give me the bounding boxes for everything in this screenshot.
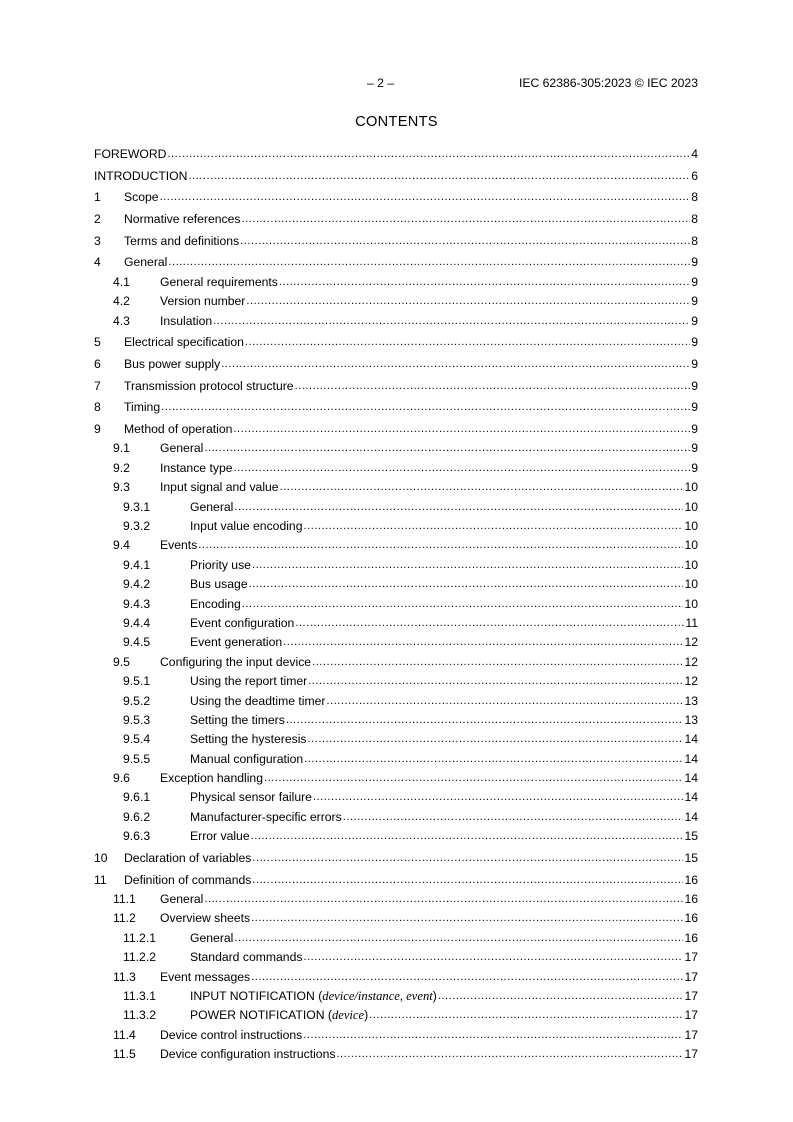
page-title: CONTENTS <box>355 114 438 130</box>
toc-entry[interactable] <box>94 168 698 184</box>
dot-leader <box>234 500 683 512</box>
toc-entry-page: 17 <box>684 1008 698 1023</box>
toc-entry[interactable] <box>94 518 698 534</box>
toc-entry[interactable] <box>94 440 698 456</box>
toc-entry-title: Standard commands <box>190 950 303 965</box>
toc-entry-number: 8 <box>94 400 101 415</box>
toc-entry-page: 14 <box>684 771 698 786</box>
toc-entry-number: 9.6.3 <box>123 829 151 844</box>
toc-entry-page: 11 <box>685 615 698 630</box>
dot-leader <box>369 1008 683 1020</box>
toc-entry-page: 16 <box>684 892 698 907</box>
toc-entry[interactable] <box>94 1046 698 1062</box>
toc-entry-page: 9 <box>691 441 698 456</box>
toc-entry-page: 14 <box>684 751 698 766</box>
toc-entry-number: 9.4.5 <box>123 635 151 650</box>
toc-entry[interactable] <box>94 850 698 866</box>
toc-entry-title: Event messages <box>160 969 251 984</box>
toc-entry-number: 9.3 <box>113 480 130 495</box>
toc-entry[interactable] <box>94 828 698 844</box>
toc-entry-page: 12 <box>684 674 698 689</box>
toc-entry[interactable] <box>94 872 698 888</box>
toc-entry[interactable] <box>94 673 698 689</box>
toc-entry-number: 9.4.1 <box>123 557 151 572</box>
toc-entry-page: 8 <box>691 233 698 248</box>
toc-entry-title: General <box>124 255 168 270</box>
toc-entry-title: General <box>190 930 234 945</box>
toc-entry-page: 8 <box>691 190 698 205</box>
toc-entry[interactable] <box>94 634 698 650</box>
toc-entry[interactable] <box>94 233 698 249</box>
toc-entry-title: General <box>160 441 204 456</box>
toc-entry-number: 6 <box>94 356 101 371</box>
toc-entry-title: Bus usage <box>190 577 248 592</box>
toc-entry-number: 9.5.2 <box>123 693 151 708</box>
dot-leader <box>251 970 683 982</box>
toc-entry-page: 9 <box>691 400 698 415</box>
toc-entry-page: 17 <box>684 1047 698 1062</box>
toc-entry-number: 9.6.1 <box>123 790 151 805</box>
toc-entry-number: 11.5 <box>113 1047 136 1062</box>
toc-entry[interactable] <box>94 499 698 515</box>
toc-entry-title: Using the report timer <box>190 674 308 689</box>
dot-leader <box>242 597 684 609</box>
dot-leader <box>304 519 684 531</box>
toc-entry-number: 9.5.1 <box>123 674 151 689</box>
toc-entry-number: 9 <box>94 422 101 437</box>
toc-entry[interactable] <box>94 293 698 309</box>
toc-entry[interactable] <box>94 557 698 573</box>
toc-entry-number: 9.5.4 <box>123 732 151 747</box>
toc-entry-page: 9 <box>691 313 698 328</box>
toc-entry-title: Normative references <box>124 212 241 227</box>
toc-entry-title: Input value encoding <box>190 519 303 533</box>
dot-leader <box>279 275 690 287</box>
toc-entry-page: 9 <box>691 294 698 309</box>
toc-entry-number: 11.3.1 <box>123 988 156 1003</box>
dot-leader <box>286 713 684 725</box>
toc-entry-number: 9.5.5 <box>123 751 151 766</box>
toc-entry[interactable] <box>94 378 698 394</box>
toc-entry-title: Version number <box>160 294 246 309</box>
toc-entry[interactable] <box>94 712 698 728</box>
toc-entry-number: 9.4.3 <box>123 596 151 611</box>
toc-entry-page: 14 <box>684 732 698 747</box>
toc-entry-title: General <box>160 892 204 907</box>
toc-entry-page: 12 <box>684 654 698 669</box>
toc-entry-number: 9.2 <box>113 460 130 475</box>
toc-entry-number: 9.6 <box>113 771 130 786</box>
toc-entry-title: Scope <box>124 190 159 205</box>
toc-entry[interactable] <box>94 211 698 227</box>
toc-entry-page: 17 <box>684 988 698 1003</box>
toc-entry-title: Overview sheets <box>160 911 251 926</box>
dot-leader <box>280 480 684 492</box>
toc-entry-title: Event configuration <box>190 615 295 630</box>
toc-entry-title: INPUT NOTIFICATION (device/instance, event) <box>190 988 437 1003</box>
toc-entry[interactable] <box>94 479 698 495</box>
toc-entry-title: Instance type <box>160 460 233 475</box>
page-header <box>0 76 793 92</box>
dot-leader <box>308 674 683 686</box>
toc-entry[interactable] <box>94 189 698 205</box>
toc-entry-number: 4.2 <box>113 294 130 309</box>
page-number: – 2 – <box>367 76 395 90</box>
toc-entry-page: 14 <box>684 790 698 805</box>
toc-entry[interactable] <box>94 693 698 709</box>
toc-entry-number: 9.3.1 <box>123 499 151 514</box>
dot-leader <box>343 810 684 822</box>
toc-entry[interactable] <box>94 334 698 350</box>
toc-entry-page: 12 <box>684 635 698 650</box>
toc-entry-title: Manual configuration <box>190 751 304 766</box>
toc-entry-title: Error value <box>190 829 250 844</box>
toc-entry-page: 8 <box>691 212 698 227</box>
toc-entry-number: 11.3.2 <box>123 1008 156 1023</box>
toc-entry-page: 9 <box>691 255 698 270</box>
dot-leader <box>221 357 690 369</box>
toc-entry-title: POWER NOTIFICATION (device) <box>190 1008 369 1023</box>
toc-entry[interactable] <box>94 576 698 592</box>
toc-entry-parameters: device <box>331 1008 365 1023</box>
dot-leader <box>308 732 684 744</box>
toc-entry-page: 16 <box>684 911 698 926</box>
toc-entry-number: 2 <box>94 212 101 227</box>
dot-leader <box>233 422 690 434</box>
toc-entry[interactable] <box>94 254 698 270</box>
dot-leader <box>304 752 683 764</box>
toc-entry[interactable] <box>94 596 698 612</box>
toc-entry-page: 10 <box>684 519 698 533</box>
dot-leader <box>167 147 690 159</box>
dot-leader <box>283 635 683 647</box>
dot-leader <box>252 851 683 863</box>
dot-leader <box>251 829 684 841</box>
dot-leader <box>245 335 690 347</box>
dot-leader <box>303 950 683 962</box>
dot-leader <box>326 694 683 706</box>
toc-entry-title: Timing <box>124 400 161 415</box>
document-id: IEC 62386-305:2023 © IEC 2023 <box>518 76 698 90</box>
toc-entry-title: Definition of commands <box>124 872 252 887</box>
dot-leader <box>438 989 684 1001</box>
toc-entry-page: 4 <box>691 147 698 161</box>
dot-leader <box>303 1028 683 1040</box>
toc-entry[interactable] <box>94 770 698 786</box>
toc-entry-number: 11.1 <box>113 892 136 907</box>
toc-entry-number: 11.4 <box>113 1027 136 1042</box>
toc-entry-number: 1 <box>94 190 101 205</box>
toc-entry[interactable] <box>94 146 698 162</box>
toc-entry-title: Device control instructions <box>160 1027 303 1042</box>
toc-entry[interactable] <box>94 969 698 985</box>
toc-entry-title: Encoding <box>190 596 241 611</box>
toc-entry-page: 17 <box>684 1027 698 1042</box>
toc-entry[interactable] <box>94 313 698 329</box>
toc-entry-page: 9 <box>691 274 698 289</box>
toc-entry[interactable] <box>94 949 698 965</box>
toc-entry-page: 16 <box>684 930 698 945</box>
toc-entry-number: 4.1 <box>113 274 130 289</box>
toc-entry[interactable] <box>94 274 698 290</box>
dot-leader <box>160 190 691 202</box>
toc-entry-page: 10 <box>684 499 698 514</box>
toc-entry-page: 13 <box>684 693 698 708</box>
toc-entry-title: Physical sensor failure <box>190 790 312 805</box>
dot-leader <box>242 212 691 224</box>
toc-entry-number: 9.4.4 <box>123 615 151 630</box>
dot-leader <box>312 655 683 667</box>
dot-leader <box>295 616 684 628</box>
toc-entry-title: Event generation <box>190 635 283 650</box>
toc-entry-page: 9 <box>691 460 698 475</box>
toc-entry-number: 3 <box>94 233 101 248</box>
toc-entry[interactable] <box>94 1007 698 1023</box>
toc-entry-title: Events <box>160 538 198 553</box>
toc-entry[interactable] <box>94 930 698 946</box>
dot-leader <box>249 577 684 589</box>
toc-entry[interactable] <box>94 988 698 1004</box>
toc-entry-number: 11.2.2 <box>123 950 156 965</box>
dot-leader <box>295 379 691 391</box>
toc-entry-title: Manufacturer-specific errors <box>190 809 342 824</box>
toc-entry-page: 15 <box>684 829 698 844</box>
toc-entry-page: 10 <box>684 557 698 572</box>
toc-entry[interactable] <box>94 654 698 670</box>
dot-leader <box>246 294 690 306</box>
toc-entry-title: FOREWORD <box>94 147 167 161</box>
toc-entry-title: Setting the hysteresis <box>190 732 307 747</box>
toc-entry-number: 11.2.1 <box>123 930 156 945</box>
toc-entry-title: Declaration of variables <box>124 850 252 865</box>
toc-entry[interactable] <box>94 460 698 476</box>
toc-entry[interactable] <box>94 809 698 825</box>
table-of-contents <box>94 146 698 1062</box>
dot-leader <box>336 1047 683 1059</box>
dot-leader <box>213 314 690 326</box>
dot-leader <box>198 538 683 550</box>
toc-entry-number: 9.5.3 <box>123 712 151 727</box>
toc-entry-title: Setting the timers <box>190 712 285 727</box>
dot-leader <box>252 558 683 570</box>
dot-leader <box>161 400 690 412</box>
toc-entry-page: 15 <box>684 850 698 865</box>
toc-entry-number: 9.3.2 <box>123 519 151 533</box>
dot-leader <box>313 790 684 802</box>
toc-entry[interactable] <box>94 731 698 747</box>
dot-leader <box>252 873 683 885</box>
toc-entry-title: Configuring the input device <box>160 654 312 669</box>
toc-entry-title: Method of operation <box>124 422 233 437</box>
toc-entry[interactable] <box>94 910 698 926</box>
toc-entry-title: Exception handling <box>160 771 263 786</box>
toc-entry-title: Electrical specification <box>124 335 244 350</box>
toc-entry-number: 9.5 <box>113 654 130 669</box>
dot-leader <box>168 255 690 267</box>
toc-entry-page: 10 <box>684 538 698 553</box>
toc-entry-number: 9.4 <box>113 538 130 553</box>
toc-entry-title: Using the deadtime timer <box>190 693 326 708</box>
toc-entry-title: Device configuration instructions <box>160 1047 336 1062</box>
toc-entry-title: Bus power supply <box>124 356 221 371</box>
toc-entry-number: 9.1 <box>113 441 130 456</box>
toc-entry-number: 11.2 <box>113 911 136 926</box>
toc-entry-number: 9.4.2 <box>123 577 151 592</box>
toc-entry-page: 9 <box>691 422 698 437</box>
toc-entry[interactable] <box>94 615 698 631</box>
toc-entry-title: INTRODUCTION <box>94 168 188 183</box>
toc-entry-title: Insulation <box>160 313 213 328</box>
toc-entry-number: 4.3 <box>113 313 130 328</box>
toc-entry-parameters: device/instance, event <box>322 988 433 1003</box>
toc-entry-number: 7 <box>94 378 101 393</box>
toc-entry-number: 10 <box>94 850 108 865</box>
toc-entry-number: 11.3 <box>113 969 136 984</box>
toc-entry-title: General <box>190 499 234 514</box>
toc-entry-number: 5 <box>94 335 101 350</box>
dot-leader <box>188 169 690 181</box>
dot-leader <box>240 234 690 246</box>
toc-entry[interactable] <box>94 537 698 553</box>
toc-entry-page: 17 <box>684 969 698 984</box>
toc-entry-number: 9.6.2 <box>123 809 151 824</box>
dot-leader <box>264 771 683 783</box>
toc-entry-page: 10 <box>684 480 698 495</box>
toc-entry[interactable] <box>94 751 698 767</box>
toc-entry-page: 9 <box>691 356 698 371</box>
toc-entry-page: 9 <box>691 335 698 350</box>
toc-entry[interactable] <box>94 789 698 805</box>
dot-leader <box>204 892 683 904</box>
toc-entry-page: 14 <box>684 809 698 824</box>
dot-leader <box>204 441 690 453</box>
dot-leader <box>251 911 683 923</box>
toc-entry[interactable] <box>94 356 698 372</box>
toc-entry-page: 13 <box>684 712 698 727</box>
toc-entry-page: 17 <box>684 950 698 965</box>
toc-entry-number: 11 <box>94 872 107 887</box>
dot-leader <box>234 461 691 473</box>
toc-entry[interactable] <box>94 1027 698 1043</box>
toc-entry-title: Terms and definitions <box>124 233 240 248</box>
toc-entry-page: 10 <box>684 577 698 592</box>
toc-entry-number: 4 <box>94 255 101 270</box>
dot-leader <box>234 931 683 943</box>
toc-entry-title: Input signal and value <box>160 480 279 495</box>
toc-entry-title: Transmission protocol structure <box>124 378 294 393</box>
toc-entry-page: 16 <box>684 872 698 887</box>
toc-entry[interactable] <box>94 399 698 415</box>
toc-entry-title: Priority use <box>190 557 251 572</box>
toc-entry-title: General requirements <box>160 274 278 289</box>
toc-entry-page: 6 <box>691 168 698 183</box>
toc-entry-page: 10 <box>684 596 698 611</box>
toc-entry-page: 9 <box>691 378 698 393</box>
toc-entry[interactable] <box>94 891 698 907</box>
toc-entry[interactable] <box>94 421 698 437</box>
